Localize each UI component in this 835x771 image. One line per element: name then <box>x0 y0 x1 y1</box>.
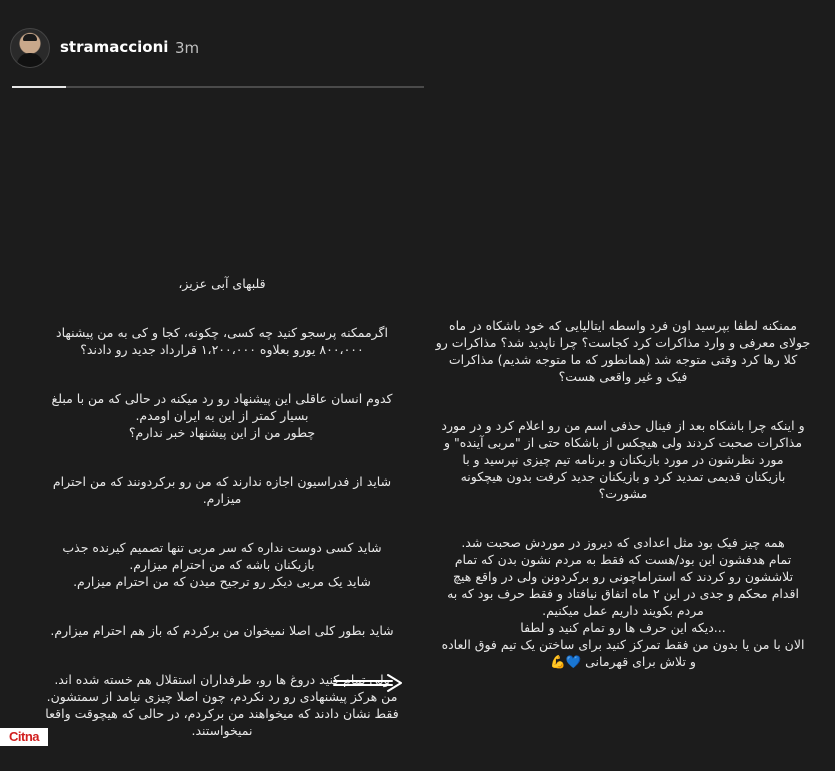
paragraph: ولی تمام کنید دروغ ها رو، طرفداران استقلال هم خسته شده اند. من هرکز پیشنهادی رو رد نکردم، چون اصلا چیزی نیامد از سمتشون. فقط نشان دادند که میخواهند من برکردم، در حالی که هیچوقت واقعا نمیخواستند. <box>45 672 399 738</box>
paragraph: شاید کسی دوست نداره که سر مربی تنها تصمیم کیرنده جذب بازیکنان باشه که من احترام میزارم. شاید یک مربی دیکر رو ترجیح میدن که من احترام میزارم. <box>62 540 382 589</box>
story-progress-bar <box>12 86 424 88</box>
story-header <box>10 28 410 68</box>
timestamp: 3m <box>175 39 200 57</box>
paragraph: کدوم انسان عاقلی این پیشنهاد رو رد میکنه در حالی که من با مبلغ بسیار کمتر از این به ایران اومدم. چطور من از این پیشنهاد خبر ندارم؟ <box>51 391 393 440</box>
avatar-hair <box>23 34 37 41</box>
story-text-right <box>418 300 828 702</box>
paragraph: همه چیز فیک بود مثل اعدادی که دیروز در موردش صحبت شد. تمام هدفشون این بود/هست که فقط به مردم نشون بدن که تمام تلاششون رو کردند که استراماچونی رو برکردونن ولی در واقع هیچ اقدام محکم و جدی در این ۲ ماه اتفاق نیافتاد و فقط حرف بود که به مردم بکویند داریم عمل میکنیم. ...دیکه این حرف ها رو تمام کنید و لطفا الان با من یا بدون من فقط تمرکز کنید برای ساختن یک تیم فوق العاده و تلاش برای قهرمانی 💙💪 <box>441 535 805 669</box>
paragraph: و اینکه چرا باشکاه بعد از فینال حذفی اسم من رو اعلام کرد و در مورد مذاکرات صحبت کردند ولی هیچکس از باشکاه حتی از "مربی آینده" و مورد نظرشون در مورد بازیکنان و برنامه تیم چیزی نپرسید و با بازیکنان قدیمی تمدید کرد و بازیکنان جدید کرفت بدون هیچکونه مشورت؟ <box>441 418 805 501</box>
paragraph: ممنکنه لطفا بپرسید اون فرد واسطه ایتالیایی که خود باشکاه در ماه جولای معرفی و وارد مذاکرات کرد کجاست؟ چرا ناپدید شد؟ مذاکرات رو کلا رها کرد وقتی متوجه شد (همانطور که ما متوجه شدیم) مذاکرات فیک و غیر واقعی هست؟ <box>435 318 811 384</box>
story-progress-fill <box>12 86 66 88</box>
story-text-left <box>28 258 416 771</box>
username[interactable]: stramaccioni <box>60 38 169 56</box>
paragraph: شاید بطور کلی اصلا نمیخوان من برکردم که باز هم احترام میزارم. <box>50 623 394 638</box>
paragraph: اگرممکنه پرسجو کنید چه کسی، چکونه، کجا و کی به من پیشنهاد ۸۰۰،۰۰۰ یورو بعلاوه ۱،۲۰۰،۰۰۰ قرارداد جدید رو دادند؟ <box>56 325 388 357</box>
avatar[interactable] <box>10 28 50 68</box>
right-arrow-icon[interactable] <box>332 672 404 694</box>
paragraph: شاید از فدراسیون اجازه ندارند که من رو برکردونند که من احترام میزارم. <box>52 474 392 506</box>
paragraph: قلبهای آبی عزیز، <box>178 276 266 291</box>
avatar-suit <box>17 53 43 68</box>
watermark-logo: Citna <box>0 728 48 746</box>
